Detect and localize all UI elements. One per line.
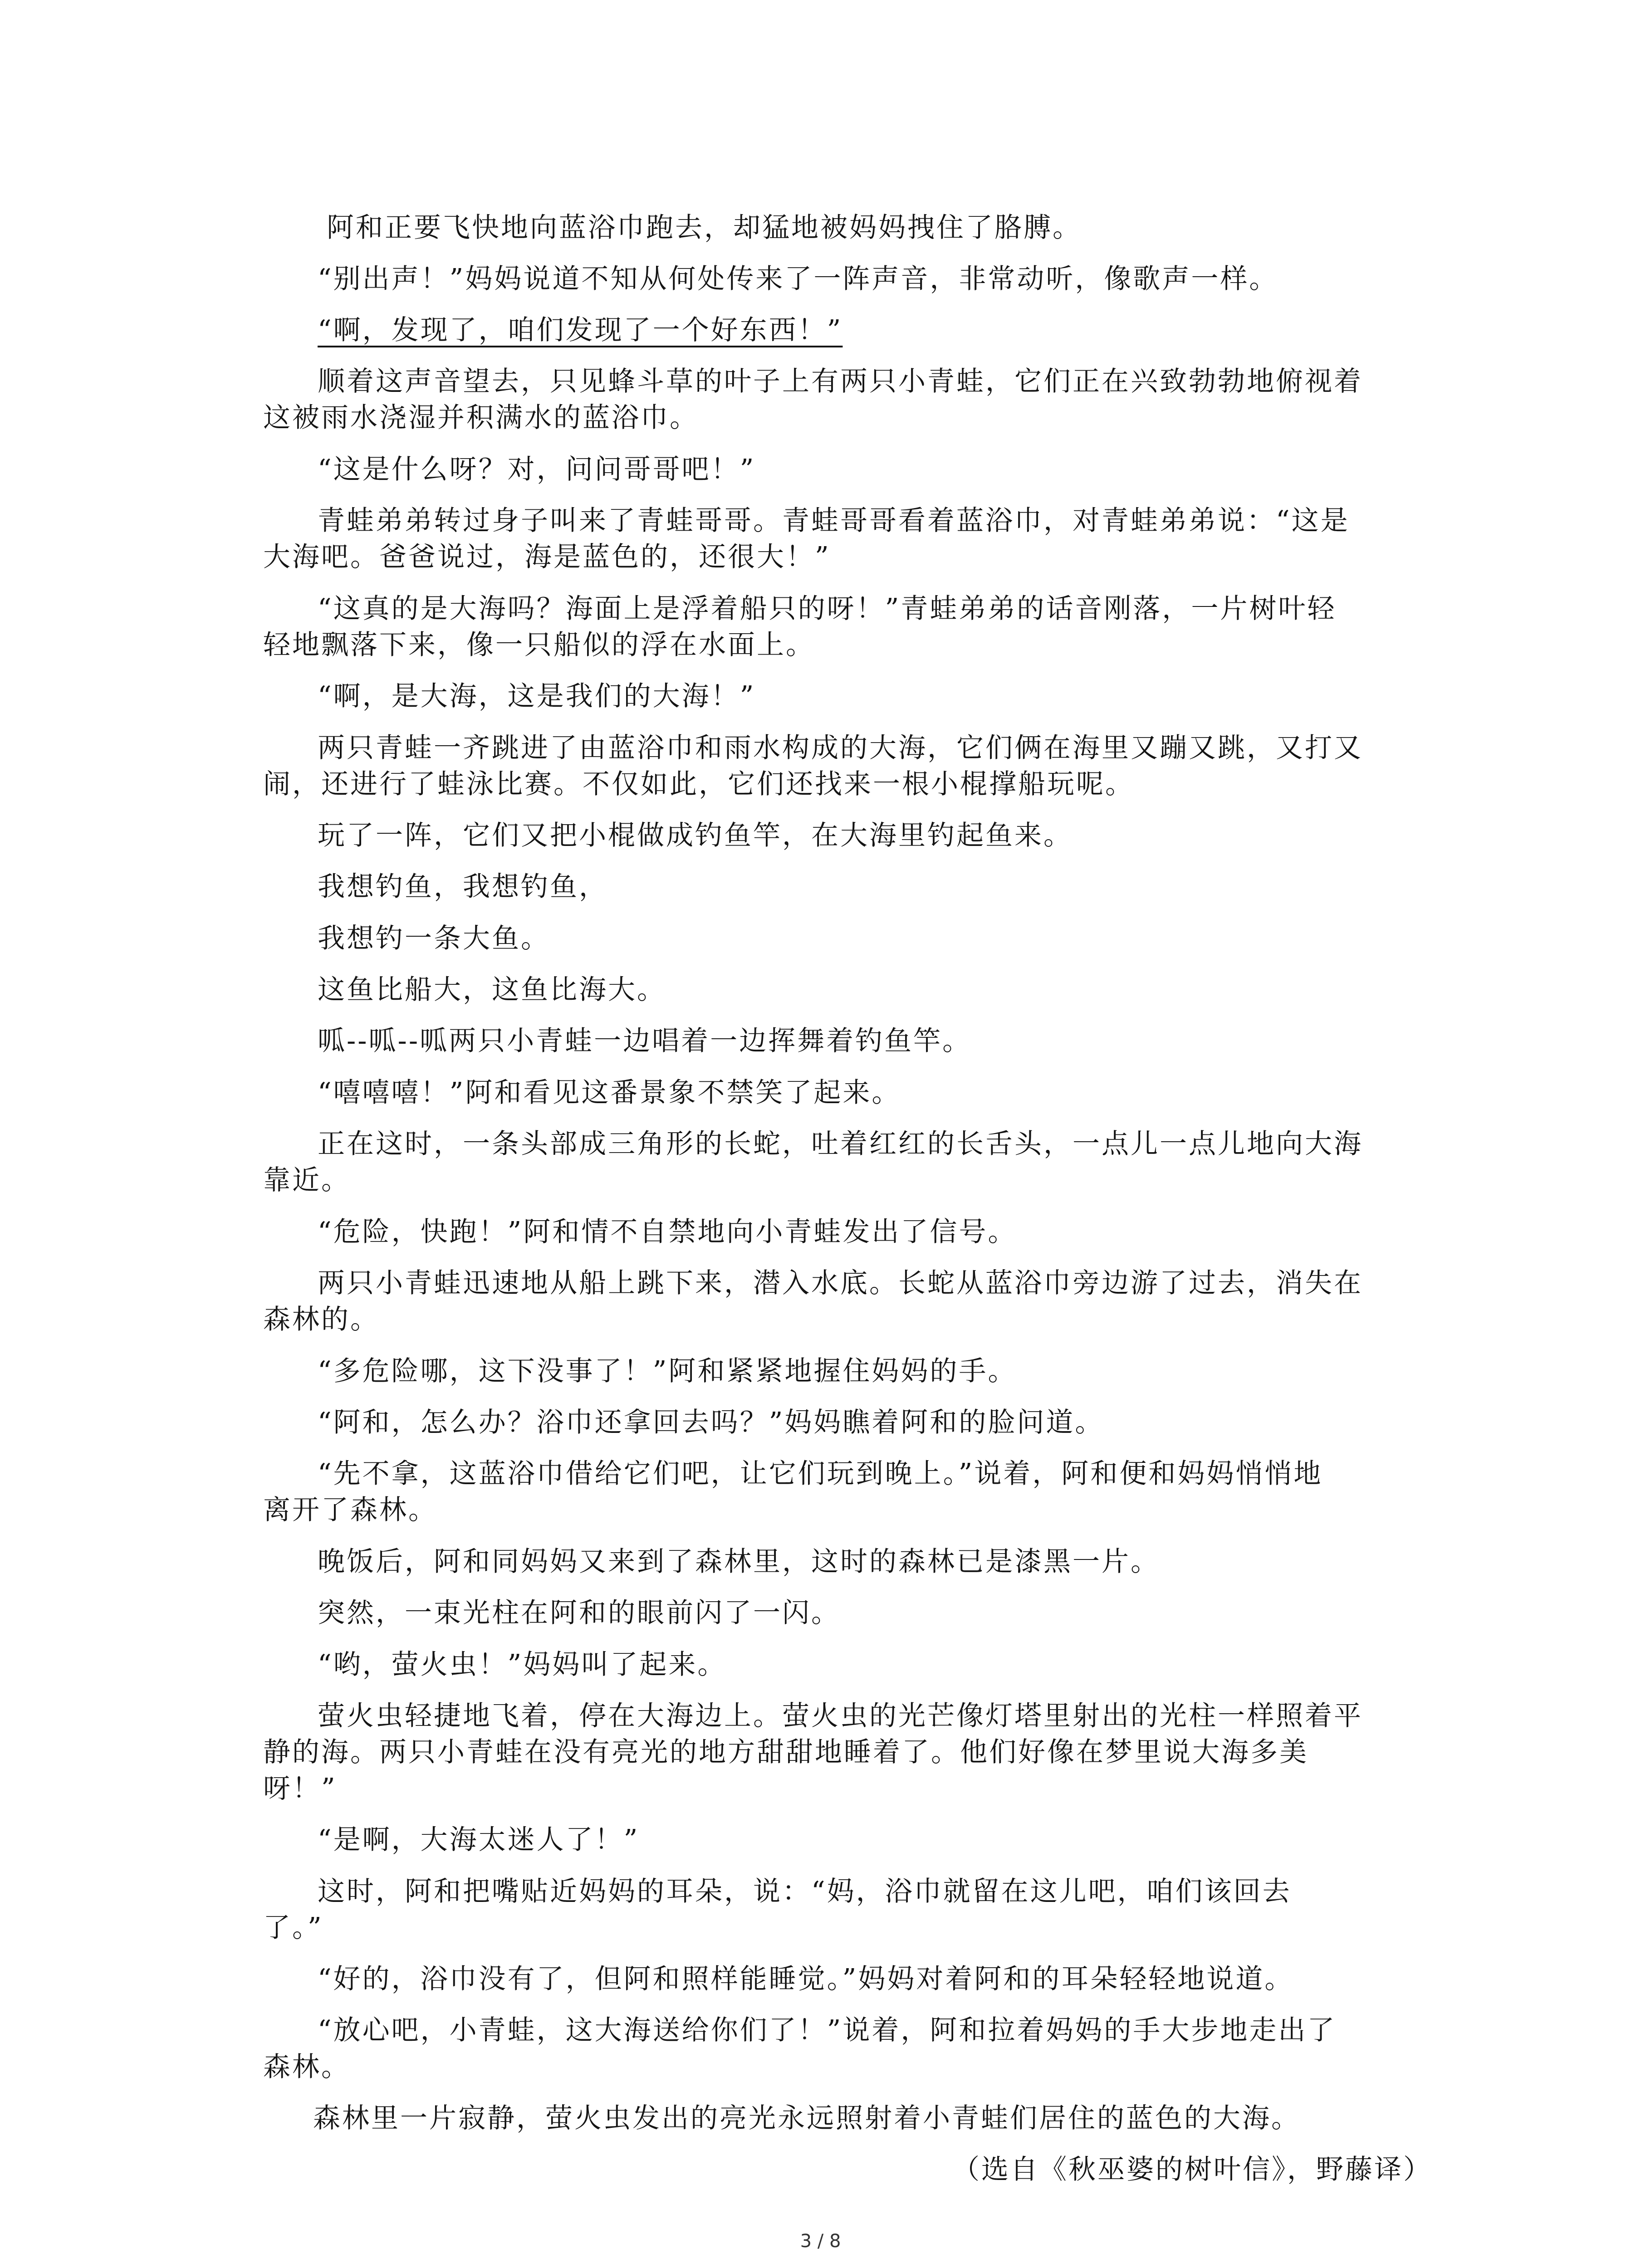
source-citation: （选自《秋巫婆的树叶信》，野藤译）: [952, 2154, 1432, 2185]
page-number: 3 / 8: [800, 2231, 841, 2252]
paragraph-line: “放心吧，小青蛙，这大海送给你们了！”说着，阿和拉着妈妈的手大步地走出了: [318, 2014, 1337, 2046]
paragraph-line: 两只小青蛙迅速地从船上跳下来，潜入水底。长蛇从蓝浴巾旁边游了过去，消失在: [318, 1267, 1363, 1299]
underlined-sentence: “啊，发现了，咱们发现了一个好东西！”: [318, 314, 843, 346]
paragraph-line: “危险，快跑！”阿和情不自禁地向小青蛙发出了信号。: [318, 1216, 1017, 1248]
poem-line: 我想钓鱼，我想钓鱼，: [318, 871, 608, 903]
paragraph-line: “啊，是大海，这是我们的大海！”: [318, 680, 756, 712]
paragraph-line: 静的海。两只小青蛙在没有亮光的地方甜甜地睡着了。他们好像在梦里说大海多美: [263, 1736, 1308, 1768]
paragraph-line: “阿和，怎么办？浴巾还拿回去吗？”妈妈瞧着阿和的脸问道。: [318, 1407, 1104, 1438]
paragraph-line: 森林里一片寂静，萤火虫发出的亮光永远照射着小青蛙们居住的蓝色的大海。: [313, 2102, 1300, 2134]
poem-line: 我想钓一条大鱼。: [318, 923, 550, 954]
paragraph-line: 两只青蛙一齐跳进了由蓝浴巾和雨水构成的大海，它们俩在海里又蹦又跳，又打又: [318, 732, 1363, 764]
paragraph-line: 森林的。: [263, 1304, 379, 1335]
paragraph-line: 呀！”: [263, 1773, 337, 1804]
paragraph-line: 晚饭后，阿和同妈妈又来到了森林里，这时的森林已是漆黑一片。: [318, 1546, 1160, 1578]
paragraph-line: 玩了一阵，它们又把小棍做成钓鱼竿，在大海里钓起鱼来。: [318, 820, 1073, 851]
paragraph-line: “多危险哪，这下没事了！”阿和紧紧地握住妈妈的手。: [318, 1355, 1017, 1387]
paragraph-line: 轻地飘落下来，像一只船似的浮在水面上。: [263, 629, 815, 661]
paragraph-line: 靠近。: [263, 1164, 350, 1196]
paragraph-line: 了。”: [263, 1912, 323, 1944]
paragraph-line: 大海吧。爸爸说过，海是蓝色的，还很大！”: [263, 541, 831, 573]
paragraph-line: 顺着这声音望去，只见蜂斗草的叶子上有两只小青蛙，它们正在兴致勃勃地俯视着: [318, 366, 1363, 397]
paragraph-line: 这被雨水浇湿并积满水的蓝浴巾。: [263, 402, 699, 434]
paragraph-line: “别出声！”妈妈说道不知从何处传来了一阵声音，非常动听，像歌声一样。: [318, 263, 1279, 295]
paragraph-line: 突然，一束光柱在阿和的眼前闪了一闪。: [318, 1597, 840, 1629]
paragraph-line: 森林。: [263, 2051, 350, 2083]
paragraph-line: 萤火虫轻捷地飞着，停在大海边上。萤火虫的光芒像灯塔里射出的光柱一样照着平: [318, 1700, 1363, 1732]
paragraph-line: “是啊，大海太迷人了！”: [318, 1824, 640, 1856]
paragraph-line: 离开了森林。: [263, 1494, 437, 1526]
paragraph-line: “先不拿，这蓝浴巾借给它们吧，让它们玩到晚上。”说着，阿和便和妈妈悄悄地: [318, 1458, 1323, 1490]
paragraph-line: 青蛙弟弟转过身子叫来了青蛙哥哥。青蛙哥哥看着蓝浴巾，对青蛙弟弟说：“这是: [318, 505, 1350, 537]
paragraph-line: 阿和正要飞快地向蓝浴巾跑去，却猛地被妈妈拽住了胳膊。: [327, 212, 1082, 244]
paragraph-line: “好的，浴巾没有了，但阿和照样能睡觉。”妈妈对着阿和的耳朵轻轻地说道。: [318, 1963, 1294, 1995]
paragraph-line: “哟，萤火虫！”妈妈叫了起来。: [318, 1649, 727, 1681]
paragraph-line: 闹，还进行了蛙泳比赛。不仅如此，它们还找来一根小棍撑船玩呢。: [263, 768, 1134, 800]
paragraph-line: 正在这时，一条头部成三角形的长蛇，吐着红红的长舌头，一点儿一点儿地向大海: [318, 1128, 1363, 1160]
paragraph-line: “嘻嘻嘻！”阿和看见这番景象不禁笑了起来。: [318, 1077, 901, 1109]
paragraph-line: “这是什么呀？对，问问哥哥吧！”: [318, 454, 756, 485]
paragraph-line: 这时，阿和把嘴贴近妈妈的耳朵，说：“妈，浴巾就留在这儿吧，咱们该回去: [318, 1876, 1292, 1907]
poem-line: 这鱼比船大，这鱼比海大。: [318, 974, 666, 1006]
paragraph-line: 呱--呱--呱两只小青蛙一边唱着一边挥舞着钓鱼竿。: [318, 1025, 972, 1057]
paragraph-line: “这真的是大海吗？海面上是浮着船只的呀！”青蛙弟弟的话音刚落，一片树叶轻: [318, 593, 1337, 625]
